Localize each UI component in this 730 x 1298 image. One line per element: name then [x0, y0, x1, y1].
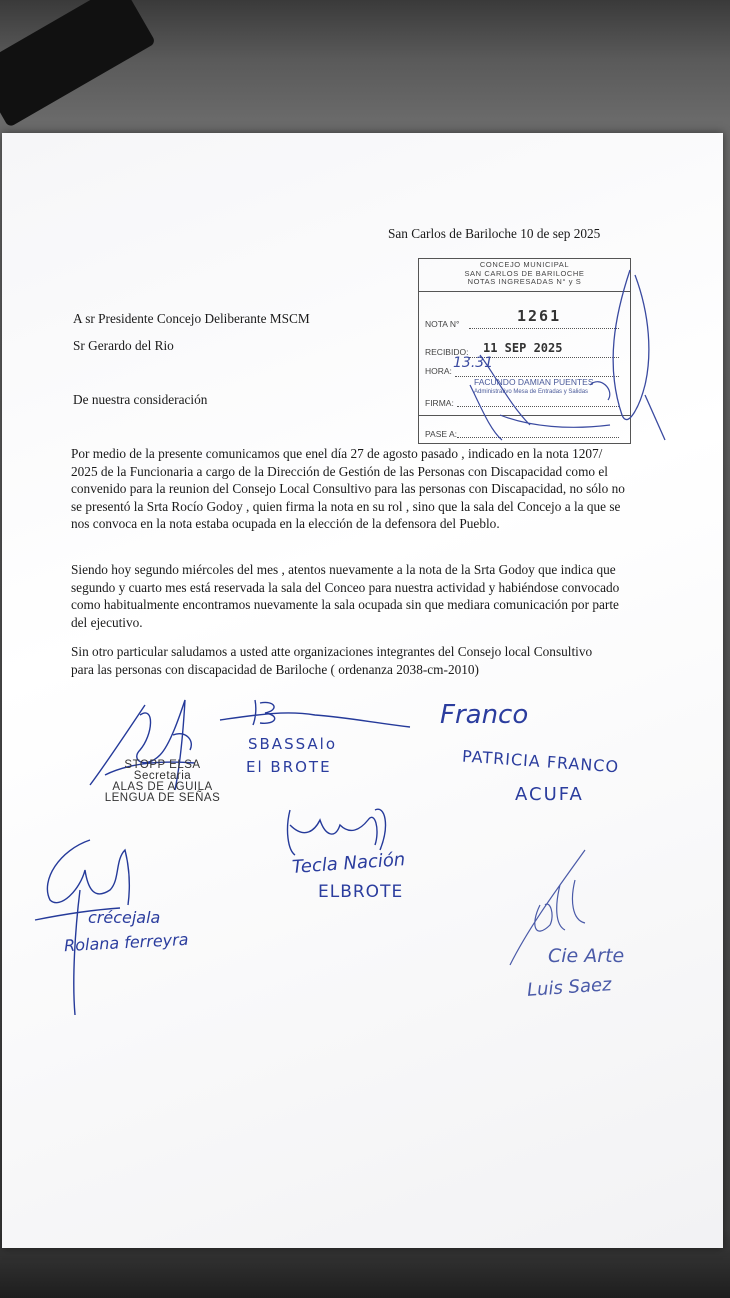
signature-6-line-2: Luis Saez	[526, 974, 613, 1001]
salutation: De nuestra consideración	[73, 392, 208, 407]
signature-2-line-2: El BROTE	[246, 758, 332, 776]
stamp-recibido-value: 11 SEP 2025	[483, 341, 563, 355]
stamp-firma-name: FACUNDO DAMIAN PUENTES	[474, 377, 594, 387]
stamp-firma-role: Administrativo Mesa de Entradas y Salidas	[474, 389, 589, 395]
signature-4-line-2: ELBROTE	[318, 882, 404, 902]
stamp-hora-label: HORA:	[425, 366, 452, 376]
background-object	[0, 0, 156, 128]
stamp-hora-value: 13.31	[453, 355, 494, 371]
signature-5-line-2: Rolana ferreyra	[63, 929, 189, 956]
recipient-line-2: Sr Gerardo del Rio	[73, 338, 174, 353]
signature-2-scribble	[215, 695, 425, 740]
paragraph-3: Sin otro particular saludamos a usted atte organizaciones integrantes del Consejo local Consultivo para las personas con discapacidad de Bariloche ( ordenanza 2038-cm-2010)	[71, 644, 593, 677]
signature-5-line-1: crécejala	[88, 908, 161, 927]
stamp-nota-value: 1261	[517, 307, 562, 325]
signature-6-line-1: Cie Arte	[548, 945, 625, 967]
stamp-ink-signature	[440, 255, 670, 455]
signature-3-line-2: ACUFA	[515, 784, 584, 805]
stamp-firma-label: FIRMA:	[425, 398, 454, 408]
signature-1-role: Secretaria	[133, 770, 192, 782]
signature-1-name: STOPP ELSA	[124, 759, 201, 771]
stamp-pase-label: PASE A:	[425, 429, 457, 439]
stamp-recibido-label: RECIBIDO:	[425, 347, 469, 357]
signature-4-line-1: Tecla Nación	[291, 849, 406, 878]
place-date: San Carlos de Bariloche 10 de sep 2025	[388, 226, 601, 241]
stamp-nota-label: NOTA N°	[425, 319, 460, 329]
stamp-header-line-1: CONCEJO MUNICIPAL	[479, 260, 570, 269]
paragraph-1: Por medio de la presente comunicamos que enel día 27 de agosto pasado , indicado en la nota 1207/ 2025 de la Funcionaria a cargo de la Dirección de Gestión de las Personas con Discapacidad como el convenido para la reunion del Consejo Local Consultivo para las personas con Discapacidad, no sólo no se presentó la Srta Rocío Godoy , quien firma la nota en su rol , sino que la sala del Concejo a la que se nos convoca en la nota estaba ocupada en la elección de la defensora del Pueblo.	[71, 446, 625, 532]
signature-3-line-1: PATRICIA FRANCO	[461, 746, 620, 777]
stamp-header-line-2: SAN CARLOS DE BARILOCHE	[464, 268, 585, 278]
signature-2-line-1: SBASSAlo	[248, 735, 338, 753]
signature-1-stamp	[95, 760, 230, 804]
stamp-header-line-3: NOTAS INGRESADAS N° y S	[467, 277, 582, 286]
signature-1-org-line-2: LENGUA DE SEÑAS	[104, 792, 221, 804]
paragraph-2: Siendo hoy segundo miércoles del mes , atentos nuevamente a la nota de la Srta Godoy que indica que segundo y cuarto mes está reservada la sala del Conceo para nuestra actividad y habiéndose convocado como habitualmente encontramos nuevamente la sala ocupada sin que mediara comunicación por parte del ejecutivo.	[71, 562, 620, 630]
signature-3-signature: Franco	[440, 700, 529, 730]
signature-1-org-line-1: ALAS DE AGUILA	[112, 781, 213, 793]
recipient-line-1: A sr Presidente Concejo Deliberante MSCM	[73, 311, 310, 326]
